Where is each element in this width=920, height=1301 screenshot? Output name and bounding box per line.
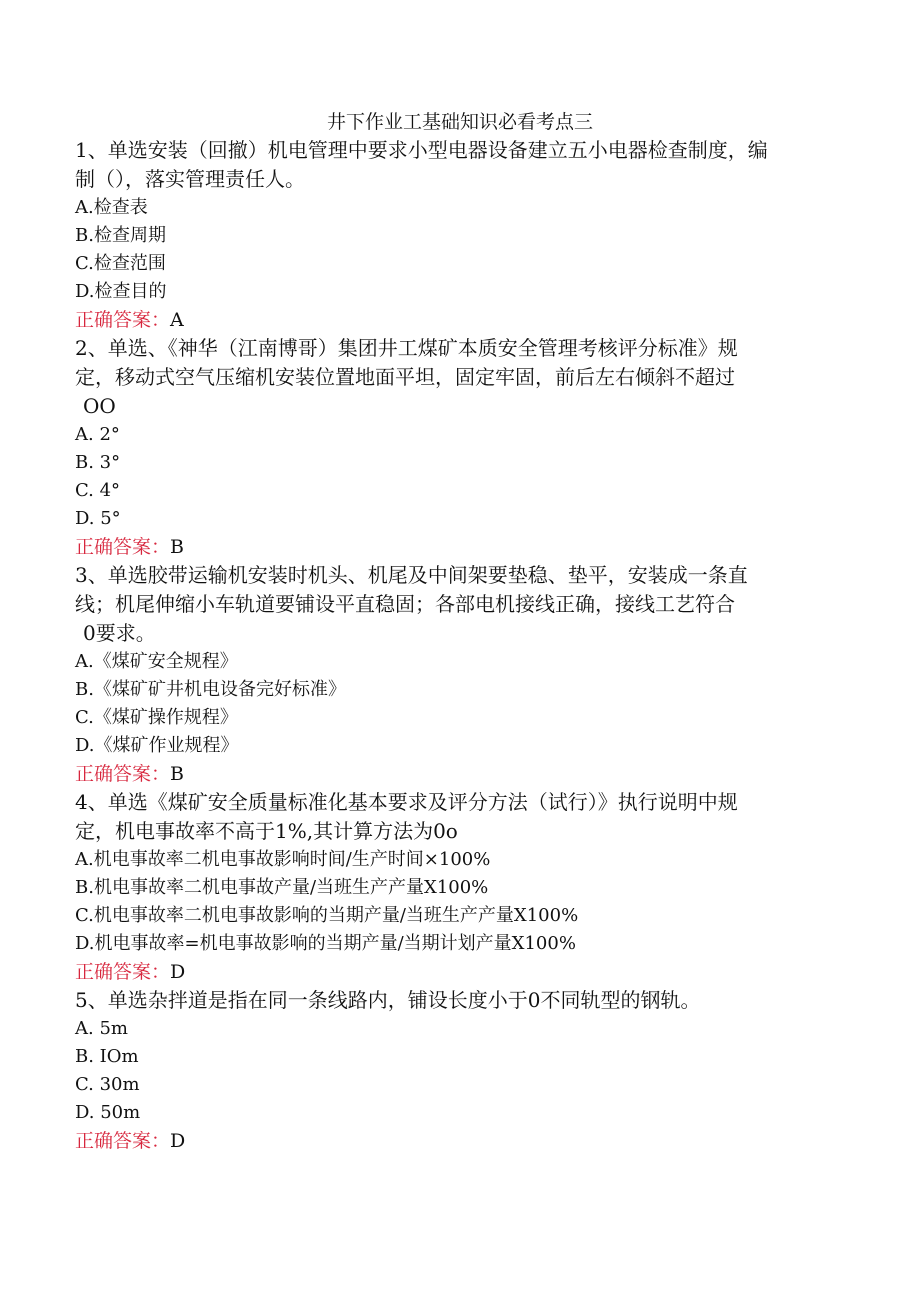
question-3-line-2: 线；机尾伸缩小车轨道要铺设平直稳固；各部电机接线正确，接线工艺符合 — [75, 592, 735, 616]
answer-value: B — [170, 536, 184, 558]
question-2-option-a: A. 2° — [75, 424, 120, 445]
question-3-option-b: B.《煤矿矿井机电设备完好标准》 — [75, 679, 346, 700]
question-5-option-c: C. 30m — [75, 1074, 140, 1095]
question-4-line-2: 定，机电事故率不高于1%,其计算方法为0o — [75, 819, 458, 843]
question-2-option-d: D. 5° — [75, 508, 121, 529]
question-3-option-a: A.《煤矿安全规程》 — [75, 651, 238, 672]
question-5-answer — [75, 1127, 845, 1155]
answer-label: 正确答案： — [75, 536, 171, 558]
question-1-option-a: A.检查表 — [75, 197, 148, 218]
question-1-option-b: B.检查周期 — [75, 225, 166, 246]
question-4-option-b: B.机电事故率二机电事故产量/当班生产产量X100% — [75, 877, 489, 898]
question-5-option-b: B. IOm — [75, 1046, 139, 1067]
question-3-answer — [75, 760, 845, 788]
answer-label: 正确答案： — [75, 309, 171, 331]
question-5-option-d: D. 50m — [75, 1102, 141, 1123]
question-5-option-a: A. 5m — [75, 1018, 128, 1039]
answer-label: 正确答案： — [75, 763, 171, 785]
answer-label: 正确答案： — [75, 961, 171, 983]
question-2-option-c: C. 4° — [75, 480, 121, 501]
question-1-line-1: 1、单选安装（回撤）机电管理中要求小型电器设备建立五小电器检查制度，编 — [75, 138, 768, 162]
question-5-line-1: 5、单选杂拌道是指在同一条线路内，铺设长度小于0不同轨型的钢轨。 — [75, 988, 701, 1012]
answer-label: 正确答案： — [75, 1130, 171, 1152]
question-4 — [75, 788, 845, 986]
question-list — [75, 136, 845, 1155]
question-1 — [75, 136, 845, 334]
question-2-line-2: 定，移动式空气压缩机安装位置地面平坦，固定牢固，前后左右倾斜不超过 — [75, 365, 735, 389]
question-3-option-c: C.《煤矿操作规程》 — [75, 707, 238, 728]
question-4-option-c: C.机电事故率二机电事故影响的当期产量/当班生产产量X100% — [75, 905, 579, 926]
question-3-option-d: D.《煤矿作业规程》 — [75, 735, 239, 756]
question-2-line-1: 2、单选、《神华（江南博哥）集团井工煤矿本质安全管理考核评分标准》规 — [75, 336, 738, 360]
question-3-line-1: 3、单选胶带运输机安装时机头、机尾及中间架要垫稳、垫平，安装成一条直 — [75, 563, 748, 587]
question-4-option-a: A.机电事故率二机电事故影响时间/生产时间×100% — [75, 849, 491, 870]
question-4-option-d: D.机电事故率=机电事故影响的当期产量/当期计划产量X100% — [75, 933, 576, 954]
question-1-line-2: 制（），落实管理责任人。 — [75, 167, 305, 191]
question-4-answer — [75, 958, 845, 986]
question-2-option-b: B. 3° — [75, 452, 121, 473]
answer-value: A — [170, 309, 184, 331]
document-title: 井下作业工基础知识必看考点三 — [326, 111, 593, 133]
question-5 — [75, 986, 845, 1155]
question-2-line-3: OO — [83, 394, 116, 418]
answer-value: B — [170, 763, 184, 785]
question-1-option-d: D.检查目的 — [75, 281, 167, 302]
question-2 — [75, 334, 845, 561]
question-3-line-3: 0要求。 — [83, 621, 156, 645]
question-2-answer — [75, 533, 845, 561]
answer-value: D — [170, 961, 186, 983]
question-3 — [75, 561, 845, 788]
question-1-option-c: C.检查范围 — [75, 253, 166, 274]
answer-value: D — [170, 1130, 186, 1152]
question-1-answer — [75, 306, 845, 334]
question-4-line-1: 4、单选《煤矿安全质量标准化基本要求及评分方法（试行）》执行说明中规 — [75, 790, 738, 814]
